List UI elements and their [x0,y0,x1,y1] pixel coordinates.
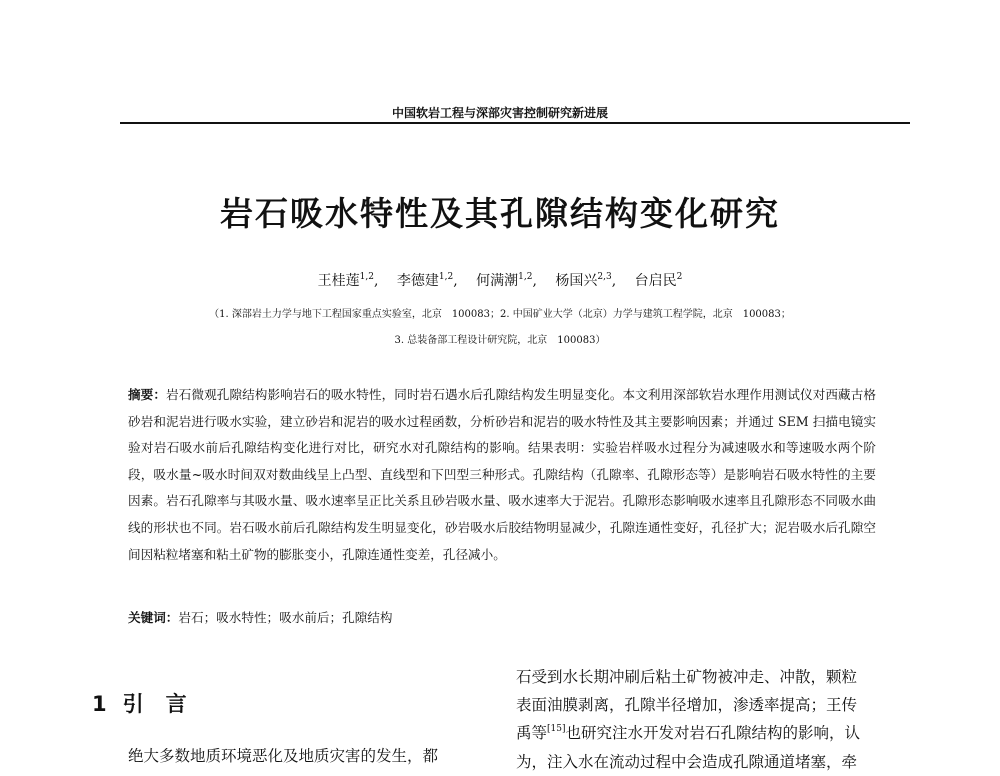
author-name: 台启民 [634,273,677,289]
body-text-line-with-citation [516,719,911,747]
author-separator: , [453,273,458,289]
keywords-text: 岩石；吸水特性；吸水前后；孔隙结构 [178,610,393,625]
section-heading [92,688,209,718]
author-affiliation-mark: 1,2 [438,272,454,282]
body-text-line: 石受到水长期冲刷后粘土矿物被冲走、冲散，颗粒 [516,668,858,686]
author-list [0,270,1000,290]
author-name: 何满潮 [476,273,519,289]
header-rule [120,122,910,124]
running-header: 中国软岩工程与深部灾害控制研究新进展 [391,106,608,120]
abstract-text: 岩石微观孔隙结构影响岩石的吸水特性，同时岩石遇水后孔隙结构发生明显变化。本文利用深部软岩水理作用测试仪对西藏古格砂岩和泥岩进行吸水实验，建立砂岩和泥岩的吸水过程函数，分析砂岩和泥岩的吸水特性及其主要影响因素；并通过 SEM 扫描电镜实验对岩石吸水前后孔隙结构变化进行对比，研究水对孔隙结构的影响。结果表明：实验岩样吸水过程分为减速吸水和等速吸水两个阶段，吸水量~吸水时间双对数曲线呈上凸型、直线型和下凹型三种形式。孔隙结构（孔隙率、孔隙形态等）是影响岩石吸水特性的主要因素。岩石孔隙率与其吸水量、吸水速率呈正比关系且砂岩吸水量、吸水速率大于泥岩。孔隙形态影响吸水速率且孔隙形态不同吸水曲线的形状也不同。岩石吸水前后孔隙结构发生明显变化，砂岩吸水后胶结物明显减少，孔隙连通性变好，孔径扩大；泥岩吸水后孔隙空间因粘粒堵塞和粘土矿物的膨胀变小，孔隙连通性变差，孔径减小。 [128,387,877,562]
author-separator: , [611,273,617,289]
body-text-fragment: 也研究注水开发对岩石孔隙结构的影响，认 [565,724,861,743]
affiliations-line-2: 3. 总装备部工程设计研究院，北京 100083） [394,335,606,346]
body-text-line: 绝大多数地质环境恶化及地质灾害的发生，都 [128,747,439,765]
author-affiliation-mark: 1,2 [359,272,374,282]
author-separator: , [373,273,379,289]
author-separator: , [532,273,537,289]
body-right-column [516,663,911,776]
author-affiliation-mark: 2 [676,272,683,282]
keywords-label: 关键词： [128,610,179,625]
body-left-column [128,742,488,770]
paper-title: 岩石吸水特性及其孔隙结构变化研究 [220,194,780,233]
body-text-line: 为，注入水在流动过程中会造成孔隙通道堵塞，牵 [516,752,858,771]
section-number: 1 [92,692,107,716]
section-title: 引言 [122,692,209,716]
abstract-label: 摘要： [128,387,167,402]
author-name: 杨国兴 [555,273,598,289]
author-name: 王桂莲 [317,273,360,289]
body-text-fragment: 禹等 [516,724,548,743]
author-name: 李德建 [396,273,439,289]
body-text-line: 表面油膜剥离，孔隙半径增加，渗透率提高；王传 [516,696,858,715]
author-affiliation-mark: 2,3 [597,272,612,282]
affiliations-line-1: （1. 深部岩土力学与地下工程国家重点实验室，北京 100083；2. 中国矿业大学（北京）力学与建筑工程学院，北京 100083； [209,309,791,320]
abstract [128,382,876,568]
author-affiliation-mark: 1,2 [518,272,533,282]
keywords [128,605,876,631]
citation-ref: [15] [547,724,566,735]
